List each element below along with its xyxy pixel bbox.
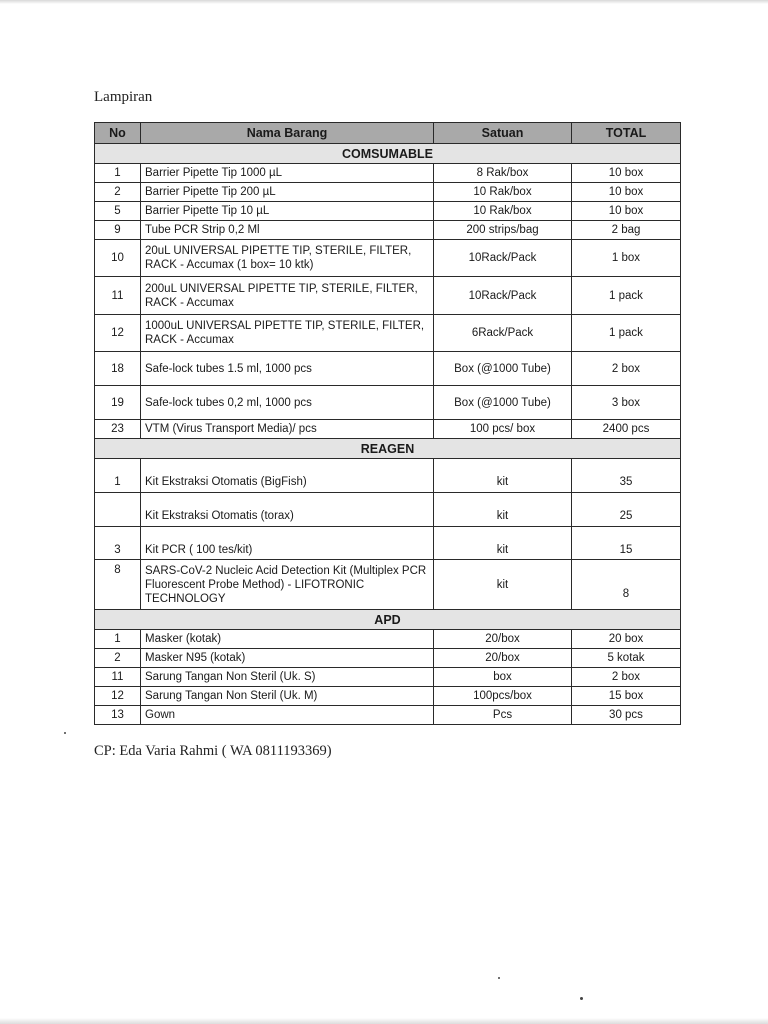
consumable-section [95, 144, 681, 439]
cell-total: 2400 pcs [572, 420, 681, 439]
section-title: REAGEN [95, 439, 681, 459]
cell-satuan: 6Rack/Pack [434, 315, 572, 352]
table-row [95, 352, 681, 386]
table-row [95, 386, 681, 420]
header-satuan: Satuan [434, 123, 572, 144]
cell-total: 8 [572, 560, 681, 610]
cell-no: 2 [95, 649, 141, 668]
cell-nama-barang: 1000uL UNIVERSAL PIPETTE TIP, STERILE, FILTER, RACK - Accumax [141, 315, 434, 352]
cell-satuan: 10 Rak/box [434, 183, 572, 202]
cell-no: 10 [95, 240, 141, 277]
cell-satuan: 200 strips/bag [434, 221, 572, 240]
header-nama-barang: Nama Barang [141, 123, 434, 144]
table-row [95, 221, 681, 240]
cell-total: 35 [572, 459, 681, 493]
cell-satuan: 10Rack/Pack [434, 240, 572, 277]
cell-nama-barang: Kit Ekstraksi Otomatis (BigFish) [141, 459, 434, 493]
cell-nama-barang: Tube PCR Strip 0,2 Ml [141, 221, 434, 240]
cell-no: 5 [95, 202, 141, 221]
cell-satuan: Box (@1000 Tube) [434, 352, 572, 386]
cell-no: 11 [95, 277, 141, 315]
cell-satuan: 100pcs/box [434, 687, 572, 706]
cell-total: 3 box [572, 386, 681, 420]
scan-bottom-edge [0, 1018, 768, 1024]
cell-nama-barang: Kit PCR ( 100 tes/kit) [141, 527, 434, 560]
cell-satuan: 20/box [434, 630, 572, 649]
section-title: COMSUMABLE [95, 144, 681, 164]
cell-satuan: kit [434, 527, 572, 560]
scan-top-edge [0, 0, 768, 4]
cell-no: 1 [95, 459, 141, 493]
cell-no: 11 [95, 668, 141, 687]
section-header-reagen [95, 439, 681, 459]
table-row [95, 202, 681, 221]
table-row [95, 668, 681, 687]
apd-section [95, 610, 681, 725]
cell-satuan: Pcs [434, 706, 572, 725]
cell-nama-barang: Barrier Pipette Tip 200 µL [141, 183, 434, 202]
table-row [95, 240, 681, 277]
table-row [95, 706, 681, 725]
cell-total: 10 box [572, 164, 681, 183]
cell-satuan: Box (@1000 Tube) [434, 386, 572, 420]
cell-nama-barang: Gown [141, 706, 434, 725]
cell-total: 25 [572, 493, 681, 527]
cell-no: 1 [95, 164, 141, 183]
section-header-consumable [95, 144, 681, 164]
section-header-apd [95, 610, 681, 630]
cell-no [95, 493, 141, 527]
cell-no: 8 [95, 560, 141, 610]
cell-total: 10 box [572, 183, 681, 202]
cell-nama-barang: Masker N95 (kotak) [141, 649, 434, 668]
table-header-row [95, 123, 681, 144]
cell-nama-barang: 200uL UNIVERSAL PIPETTE TIP, STERILE, FILTER, RACK - Accumax [141, 277, 434, 315]
cell-no: 2 [95, 183, 141, 202]
table-row [95, 315, 681, 352]
reagen-section [95, 439, 681, 610]
cell-satuan: 8 Rak/box [434, 164, 572, 183]
table-row [95, 527, 681, 560]
header-no: No [95, 123, 141, 144]
cell-no: 18 [95, 352, 141, 386]
cell-nama-barang: Sarung Tangan Non Steril (Uk. S) [141, 668, 434, 687]
cell-total: 2 box [572, 352, 681, 386]
items-table [94, 122, 681, 725]
table-row [95, 459, 681, 493]
cell-satuan: 10Rack/Pack [434, 277, 572, 315]
scan-speck [498, 977, 500, 979]
cell-total: 5 kotak [572, 649, 681, 668]
cell-total: 10 box [572, 202, 681, 221]
cell-nama-barang: 20uL UNIVERSAL PIPETTE TIP, STERILE, FILTER, RACK - Accumax (1 box= 10 ktk) [141, 240, 434, 277]
cell-total: 1 pack [572, 315, 681, 352]
cell-total: 15 box [572, 687, 681, 706]
cell-satuan: kit [434, 493, 572, 527]
cell-no: 12 [95, 315, 141, 352]
cell-no: 1 [95, 630, 141, 649]
cell-satuan: 20/box [434, 649, 572, 668]
cell-nama-barang: Kit Ekstraksi Otomatis (torax) [141, 493, 434, 527]
cell-total: 2 bag [572, 221, 681, 240]
contact-person: CP: Eda Varia Rahmi ( WA 0811193369) [94, 743, 332, 759]
cell-total: 30 pcs [572, 706, 681, 725]
cell-satuan: kit [434, 459, 572, 493]
cell-no: 13 [95, 706, 141, 725]
cell-nama-barang: VTM (Virus Transport Media)/ pcs [141, 420, 434, 439]
cell-satuan: kit [434, 560, 572, 610]
cell-no: 9 [95, 221, 141, 240]
cell-no: 12 [95, 687, 141, 706]
cell-nama-barang: Barrier Pipette Tip 1000 µL [141, 164, 434, 183]
table-row [95, 493, 681, 527]
document-heading: Lampiran [94, 89, 153, 105]
cell-total: 15 [572, 527, 681, 560]
table-row [95, 164, 681, 183]
cell-satuan: box [434, 668, 572, 687]
cell-nama-barang: Safe-lock tubes 1.5 ml, 1000 pcs [141, 352, 434, 386]
table-row [95, 277, 681, 315]
cell-no: 23 [95, 420, 141, 439]
cell-total: 1 pack [572, 277, 681, 315]
cell-no: 3 [95, 527, 141, 560]
cell-nama-barang: Masker (kotak) [141, 630, 434, 649]
cell-nama-barang: Sarung Tangan Non Steril (Uk. M) [141, 687, 434, 706]
cell-satuan: 100 pcs/ box [434, 420, 572, 439]
cell-total: 2 box [572, 668, 681, 687]
cell-total: 1 box [572, 240, 681, 277]
cell-total: 20 box [572, 630, 681, 649]
table-row [95, 420, 681, 439]
section-title: APD [95, 610, 681, 630]
scan-speck [64, 732, 66, 734]
table-row [95, 630, 681, 649]
header-total: TOTAL [572, 123, 681, 144]
table-row [95, 560, 681, 610]
cell-nama-barang: Barrier Pipette Tip 10 µL [141, 202, 434, 221]
cell-no: 19 [95, 386, 141, 420]
table-row [95, 183, 681, 202]
table-row [95, 649, 681, 668]
cell-nama-barang: Safe-lock tubes 0,2 ml, 1000 pcs [141, 386, 434, 420]
scan-speck [580, 997, 583, 1000]
cell-nama-barang: SARS-CoV-2 Nucleic Acid Detection Kit (Multiplex PCR Fluorescent Probe Method) - LIFOTRONIC TECHNOLOGY [141, 560, 434, 610]
table-row [95, 687, 681, 706]
cell-satuan: 10 Rak/box [434, 202, 572, 221]
